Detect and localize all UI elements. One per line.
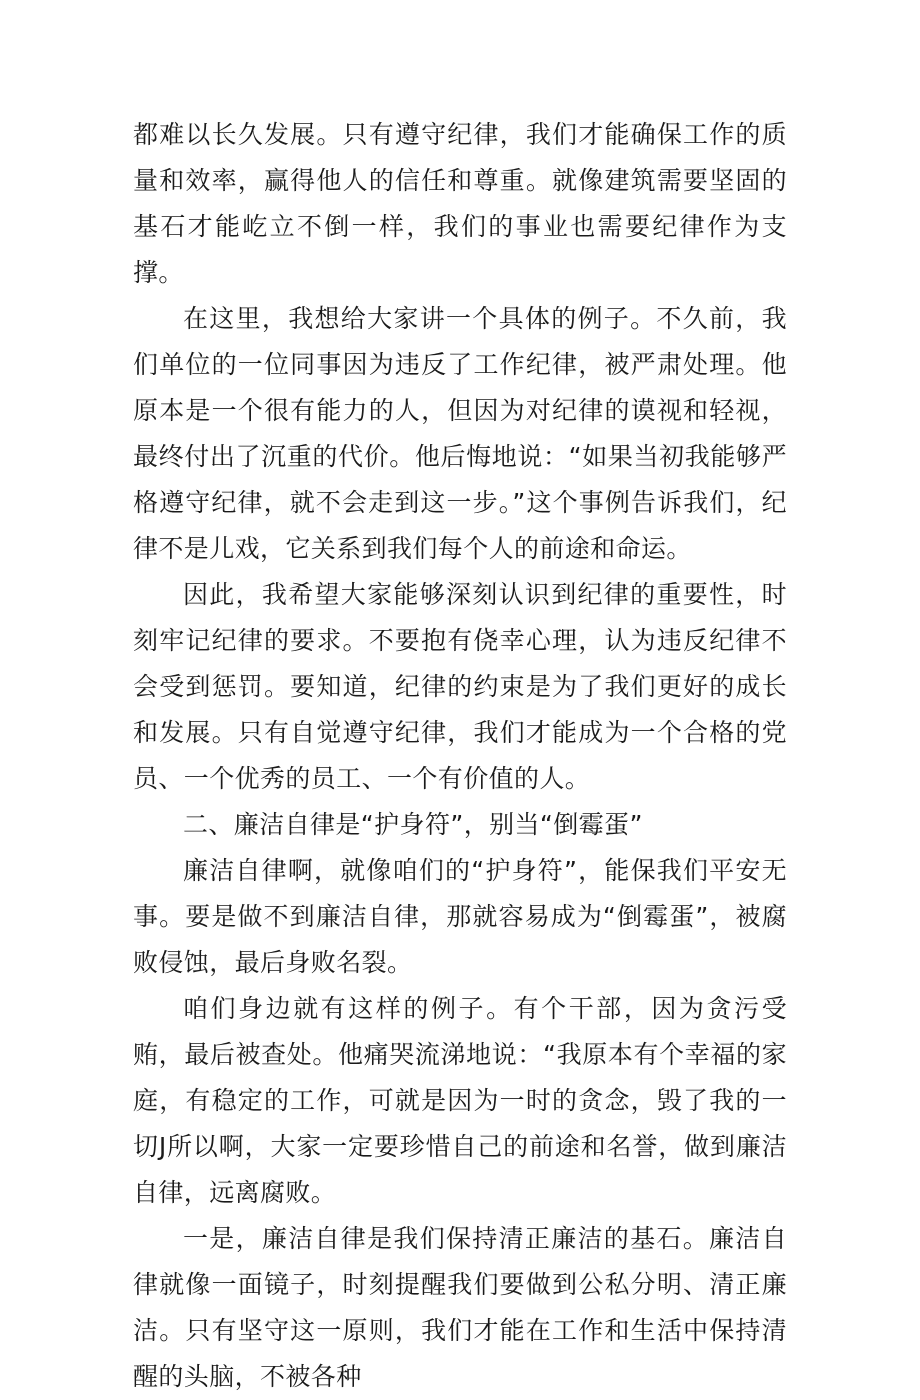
section-heading: 二、廉洁自律是“护身符”，别当“倒霉蛋” — [183, 810, 643, 839]
document-body — [133, 112, 787, 1400]
paragraph-example: 在这里，我想给大家讲一个具体的例子。不久前，我们单位的一位同事因为违反了工作纪律，被严肃处理。他原本是一个很有能力的人，但因为对纪律的谟视和轻视，最终付出了沉重的代价。他后悔地说：“如果当初我能够严格遵守纪律，就不会走到这一步。”这个事例告诉我们，纪律不是儿戏，它关系到我们每个人的前途和命运。 — [133, 304, 787, 563]
paragraph-conclusion: 因此，我希望大家能够深刻认识到纪律的重要性，时刻牢记纪律的要求。不要抱有侥幸心理，认为违反纪律不会受到惩罚。要知道，纪律的约束是为了我们更好的成长和发展。只有自觉遵守纪律，我们才能成为一个合格的党员、一个优秀的员工、一个有价值的人。 — [133, 580, 787, 793]
paragraph-case: 咱们身边就有这样的例子。有个干部，因为贪污受贿，最后被查处。他痛哭流涕地说：“我原本有个幸福的家庭，有稳定的工作，可就是因为一时的贪念，毁了我的一切J所以啊，大家一定要珍惜自己的前途和名誉，做到廉洁自律，远离腐败。 — [133, 994, 787, 1207]
paragraph-intro: 廉洁自律啊，就像咱们的“护身符”，能保我们平安无事。要是做不到廉洁自律，那就容易成为“倒霉蛋”，被腐败侵蚀，最后身败名裂。 — [133, 856, 787, 977]
paragraph-point-one: 一是，廉洁自律是我们保持清正廉洁的基石。廉洁自律就像一面镜子，时刻提醒我们要做到公私分明、清正廉洁。只有坚守这一原则，我们才能在工作和生活中保持清醒的头脑，不被各种 — [133, 1224, 787, 1391]
paragraph-continued: 都难以长久发展。只有遵守纪律，我们才能确保工作的质量和效率，赢得他人的信任和尊重。就像建筑需要坚固的基石才能屹立不倒一样，我们的事业也需要纪律作为支撑。 — [133, 120, 787, 287]
